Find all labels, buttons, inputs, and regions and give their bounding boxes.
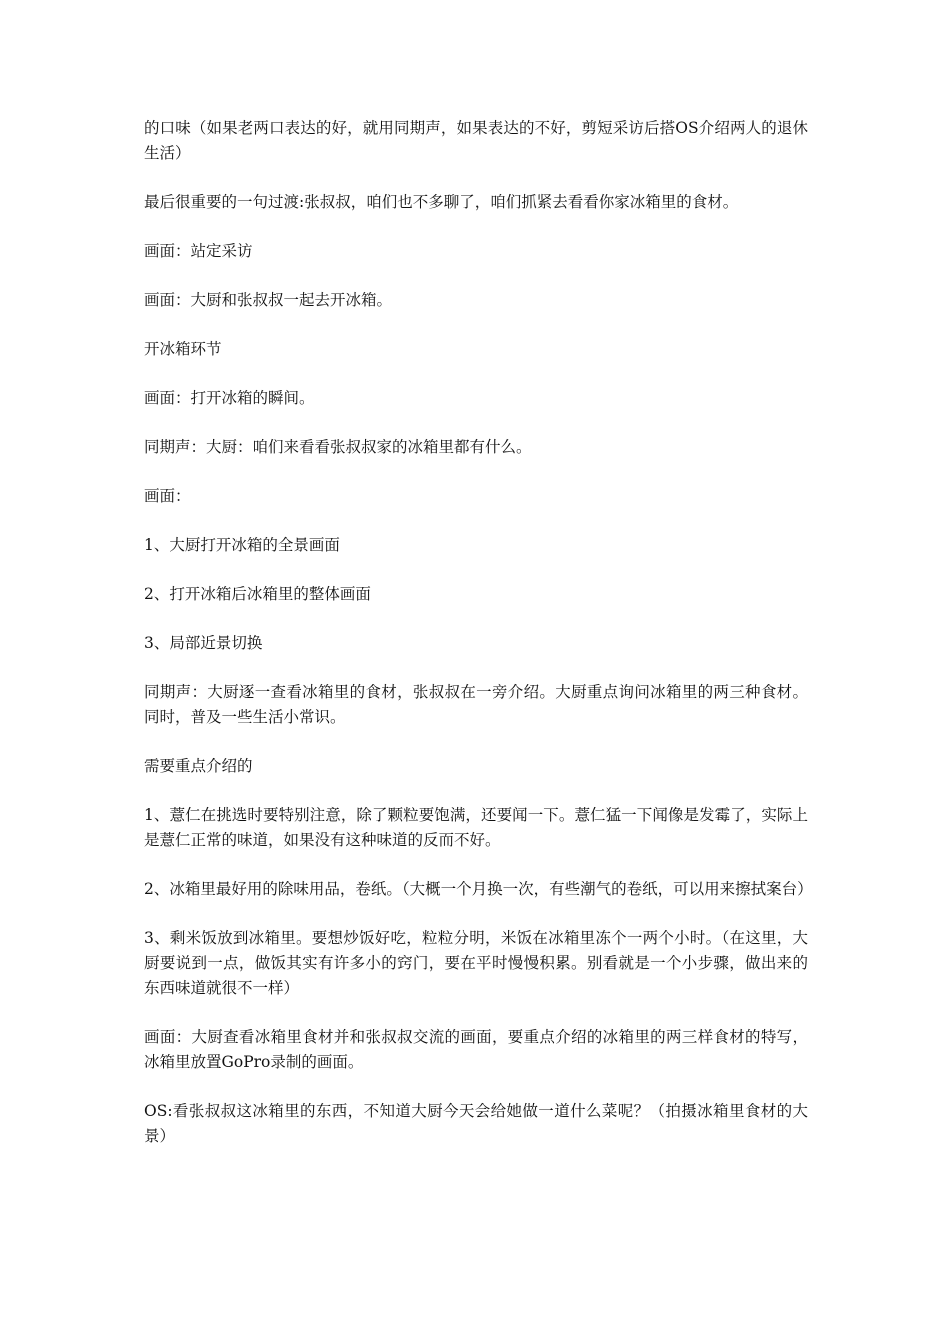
list-item-shot-1: 1、大厨打开冰箱的全景画面 (144, 536, 340, 554)
list-item-tip-3: 3、剩米饭放到冰箱里。要想炒饭好吃，粒粒分明，米饭在冰箱里冻个一两个小时。（在这里，大厨要说到一点，做饭其实有许多小的窍门，要在平时慢慢积累。别看就是一个小步骤，做出来的东西味道就很不一样） (144, 929, 808, 997)
paragraph-sync-sound-inspect: 同期声：大厨逐一查看冰箱里的食材，张叔叔在一旁介绍。大厨重点询问冰箱里的两三种食材。同时，普及一些生活小常识。 (144, 683, 808, 726)
paragraph-standing-interview: 画面：站定采访 (144, 242, 253, 260)
paragraph-sync-sound-chef: 同期声：大厨：咱们来看看张叔叔家的冰箱里都有什么。 (144, 438, 532, 456)
paragraph-key-intro-label: 需要重点介绍的 (144, 757, 253, 775)
paragraph-oral-taste: 的口味（如果老两口表达的好，就用同期声，如果表达的不好，剪短采访后搭OS介绍两人的退休生活） (144, 119, 808, 162)
paragraph-go-to-fridge: 画面：大厨和张叔叔一起去开冰箱。 (144, 291, 393, 309)
list-item-shot-3: 3、局部近景切换 (144, 634, 263, 652)
list-item-shot-2: 2、打开冰箱后冰箱里的整体画面 (144, 585, 371, 603)
paragraph-open-moment: 画面：打开冰箱的瞬间。 (144, 389, 315, 407)
paragraph-transition: 最后很重要的一句过渡:张叔叔，咱们也不多聊了，咱们抓紧去看看你家冰箱里的食材。 (144, 193, 739, 211)
list-item-tip-1: 1、薏仁在挑选时要特别注意，除了颗粒要饱满，还要闻一下。薏仁猛一下闻像是发霉了，实际上是薏仁正常的味道，如果没有这种味道的反而不好。 (144, 806, 808, 849)
paragraph-shots-summary: 画面：大厨查看冰箱里食材并和张叔叔交流的画面，要重点介绍的冰箱里的两三样食材的特写，冰箱里放置GoPro录制的画面。 (144, 1028, 808, 1071)
list-item-tip-2: 2、冰箱里最好用的除味用品，卷纸。（大概一个月换一次，有些潮气的卷纸，可以用来擦拭案台） (144, 880, 813, 898)
document-body (144, 116, 813, 1173)
section-heading-open-fridge: 开冰箱环节 (144, 340, 222, 358)
paragraph-shots-label: 画面： (144, 487, 191, 505)
paragraph-voiceover: OS:看张叔叔这冰箱里的东西，不知道大厨今天会给她做一道什么菜呢？（拍摄冰箱里食材的大景） (144, 1102, 808, 1145)
